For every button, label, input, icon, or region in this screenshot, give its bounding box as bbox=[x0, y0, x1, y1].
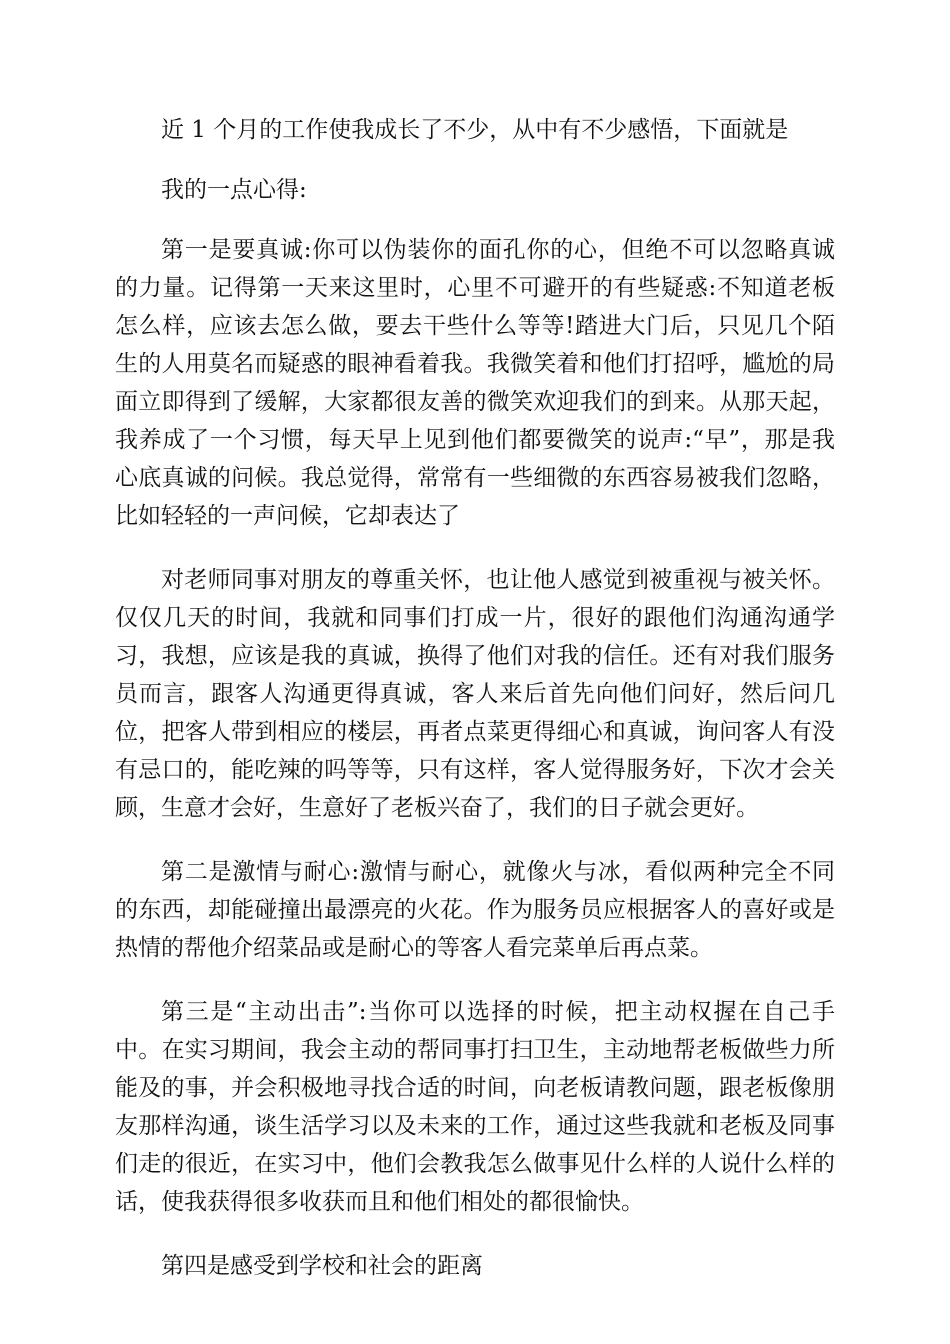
paragraph-initiative: 第三是“主动出击”:当你可以选择的时候，把主动权握在自己手中。在实习期间，我会主动的帮同事打扫卫生，主动地帮老板做些力所能及的事，并会积极地寻找合适的时间，向老板请教问题，跟老板像朋友那样沟通，谈生活学习以及未来的工作，通过这些我就和老板及同事们走的很近，在实习中，他们会教我怎么做事见什么样的人说什么样的话，使我获得很多收获而且和他们相处的都很愉快。 bbox=[115, 999, 835, 1215]
paragraph-respect: 对老师同事对朋友的尊重关怀，也让他人感觉到被重视与被关怀。仅仅几天的时间，我就和同事们打成一片，很好的跟他们沟通沟通学习，我想，应该是我的真诚，换得了他们对我的信任。还有对我们服务员而言，跟客人沟通更得真诚，客人来后首先向他们问好，然后问几位，把客人带到相应的楼层，再者点菜更得细心和真诚，询问客人有没有忌口的，能吃辣的吗等等，只有这样，客人觉得服务好，下次才会关顾，生意才会好，生意好了老板兴奋了，我们的日子就会更好。 bbox=[115, 567, 835, 821]
paragraph-passion-patience: 第二是激情与耐心:激情与耐心，就像火与冰，看似两种完全不同的东西，却能碰撞出最漂亮的火花。作为服务员应根据客人的喜好或是热情的帮他介绍菜品或是耐心的等客人看完菜单后再点菜。 bbox=[115, 859, 835, 961]
paragraph-sincerity: 第一是要真诚:你可以伪装你的面孔你的心，但绝不可以忽略真诚的力量。记得第一天来这里时，心里不可避开的有些疑惑:不知道老板怎么样，应该去怎么做，要去干些什么等等!踏进大门后，只见几个陌生的人用莫名而疑惑的眼神看着我。我微笑着和他们打招呼，尴尬的局面立即得到了缓解，大家都很友善的微笑欢迎我们的到来。从那天起，我养成了一个习惯，每天早上见到他们都要微笑的说声:“早”，那是我心底真诚的问候。我总觉得，常常有一些细微的东西容易被我们忽略，比如轻轻的一声问候，它却表达了 bbox=[115, 237, 835, 529]
paragraph-school-society: 第四是感受到学校和社会的距离 bbox=[161, 1253, 483, 1279]
paragraph-intro: 近 1 个月的工作使我成长了不少，从中有不少感悟，下面就是 bbox=[161, 117, 789, 143]
paragraph-intro-continued: 我的一点心得: bbox=[161, 177, 307, 203]
document-body bbox=[115, 111, 835, 1285]
